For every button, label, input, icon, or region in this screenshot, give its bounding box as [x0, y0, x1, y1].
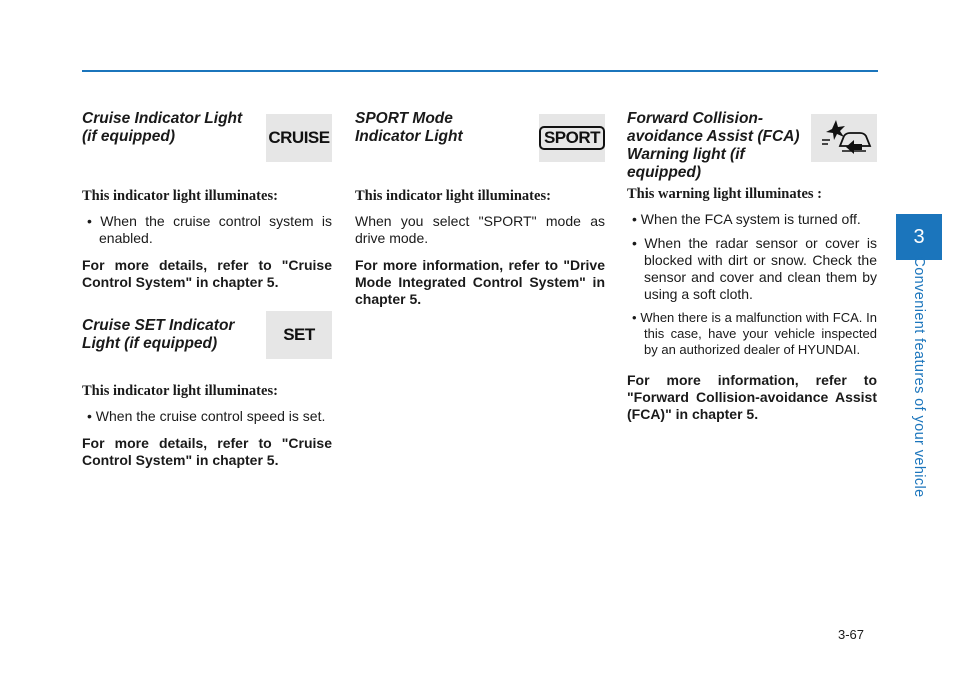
- car-collision-icon: [816, 118, 872, 158]
- chapter-tab: [896, 214, 942, 260]
- column-2: [355, 110, 605, 308]
- intro-text: This warning light illuminates :: [627, 186, 822, 202]
- section-fca-warning: [627, 110, 877, 182]
- reference-note: For more details, refer to "Cruise Control System" in chapter 5.: [82, 257, 332, 290]
- list-item: • When there is a malfunction with FCA. In this case, have your vehicle inspected by an authorized dealer of HYUNDAI.: [632, 310, 877, 357]
- list-item: • When the cruise control system is enabled.: [87, 213, 332, 246]
- cruise-indicator-icon: CRUISE: [266, 114, 332, 162]
- section-cruise-indicator: [82, 110, 332, 146]
- chapter-number: 3: [913, 225, 925, 248]
- sport-mode-icon: SPORT: [539, 114, 605, 162]
- reference-note: For more information, refer to "Drive Mode Integrated Control System" in chapter 5.: [355, 257, 605, 307]
- list-item: • When the FCA system is turned off.: [632, 211, 861, 227]
- reference-note: For more details, refer to "Cruise Control System" in chapter 5.: [82, 435, 332, 468]
- header-rule: [82, 70, 878, 72]
- intro-text: This indicator light illuminates:: [82, 188, 278, 204]
- list-item: • When the radar sensor or cover is blocked with dirt or snow. Check the sensor and cover and clean them by using a soft cloth.: [632, 235, 877, 302]
- reference-note: For more information, refer to "Forward Collision-avoidance Assist (FCA)" in chapter 5.: [627, 372, 877, 422]
- set-indicator-icon: SET: [266, 311, 332, 359]
- column-1: [82, 110, 332, 469]
- intro-text: This indicator light illuminates:: [355, 188, 551, 204]
- section-title: Cruise SET Indicator Light (if equipped): [82, 317, 235, 352]
- page-number: 3-67: [838, 627, 865, 642]
- section-title: Cruise Indicator Light (if equipped): [82, 110, 243, 145]
- section-title: Forward Collision-avoidance Assist (FCA) Warning light (if equipped): [627, 110, 800, 181]
- column-3: [627, 110, 877, 423]
- section-title: SPORT Mode Indicator Light: [355, 110, 463, 145]
- section-sport-mode-indicator: [355, 110, 605, 146]
- section-cruise-set-indicator: [82, 317, 332, 353]
- intro-text: This indicator light illuminates:: [82, 383, 278, 399]
- list-item: • When the cruise control speed is set.: [87, 408, 326, 424]
- chapter-title: Convenient features of your vehicle: [911, 256, 927, 498]
- body-text: When you select "SPORT" mode as drive mode.: [355, 213, 605, 246]
- fca-warning-icon: [811, 114, 877, 162]
